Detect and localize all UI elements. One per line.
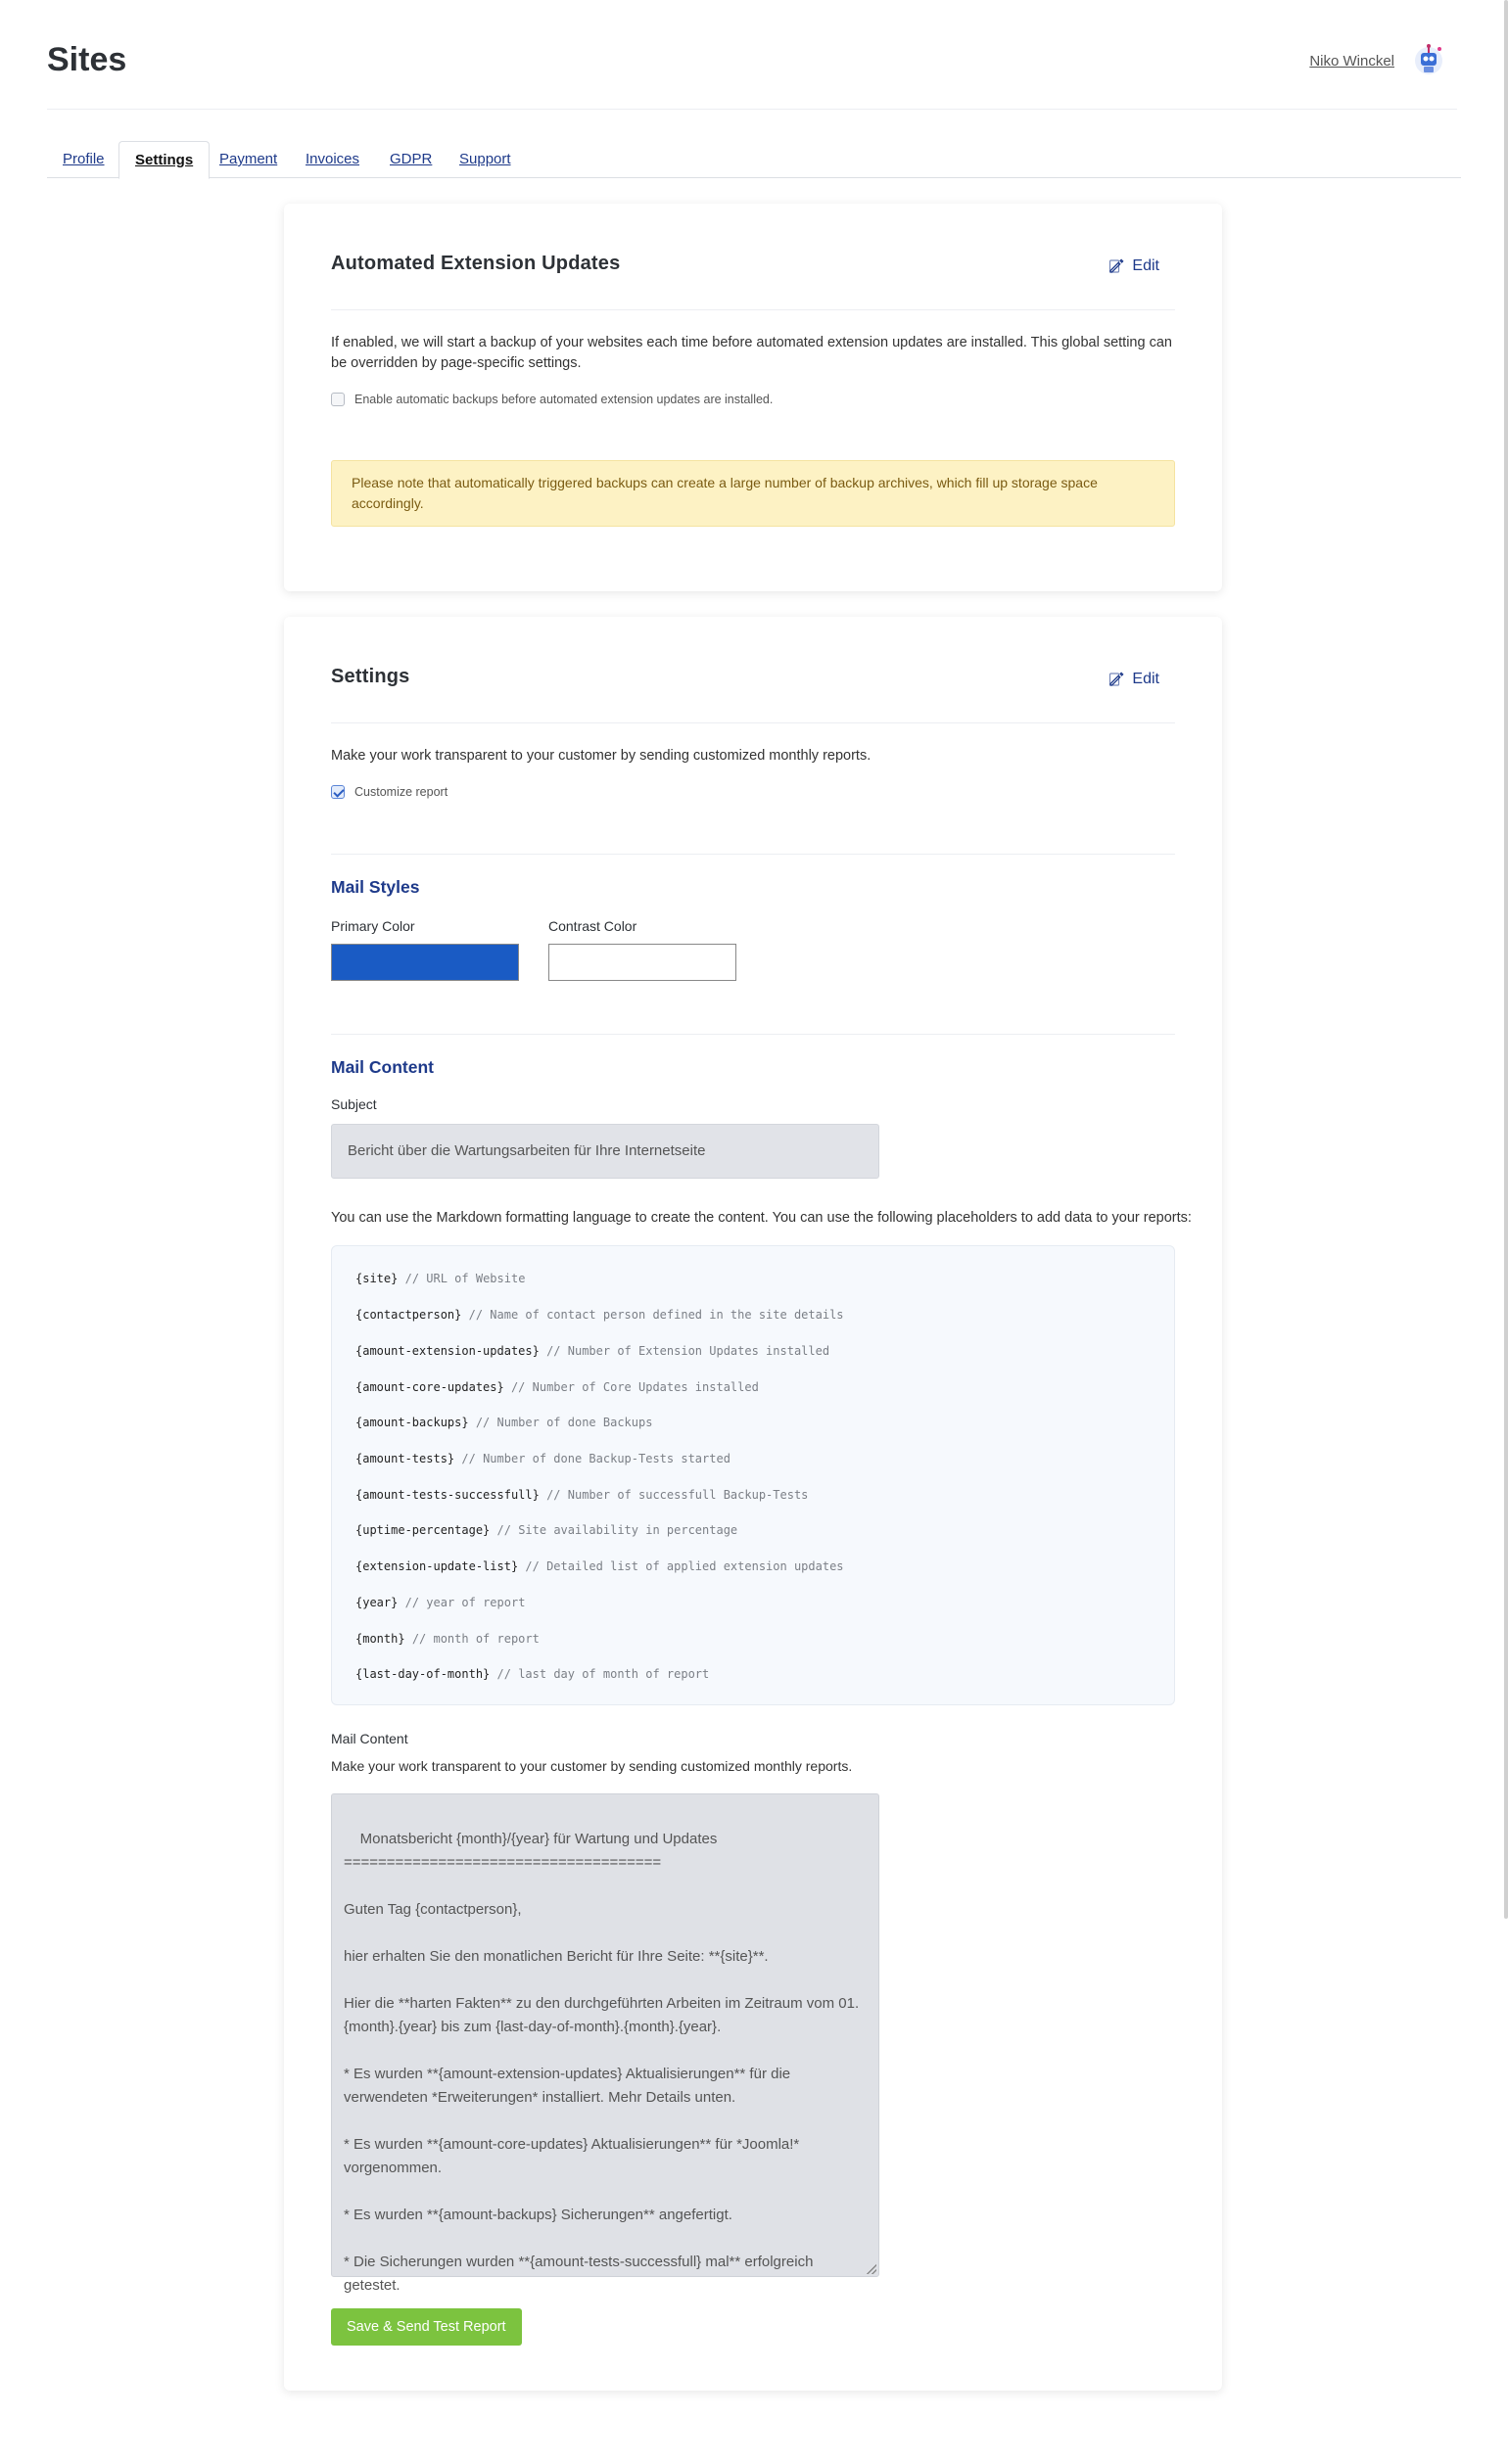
contrast-color-swatch[interactable] <box>548 944 736 981</box>
customize-report-checkbox[interactable] <box>331 785 345 799</box>
card-description: If enabled, we will start a backup of your websites each time before automated extension updates are installed. This global setting can be overridden by page-specific settings. <box>331 335 1172 371</box>
placeholder-line: {amount-extension-updates} // Number of Extension Updates installed <box>355 1344 830 1358</box>
placeholder-line: {last-day-of-month} // last day of month of report <box>355 1667 710 1681</box>
edit-label: Edit <box>1132 671 1159 687</box>
edit-label: Edit <box>1132 257 1159 274</box>
automated-extension-updates-card <box>284 204 1222 591</box>
subject-input[interactable]: Bericht über die Wartungsarbeiten für Ihre Internetseite <box>331 1124 879 1179</box>
user-name-link[interactable]: Niko Winckel <box>1309 53 1394 70</box>
checkbox-label: Enable automatic backups before automated extension updates are installed. <box>354 393 774 406</box>
mail-content-value: Monatsbericht {month}/{year} für Wartung und Updates ===================================== Guten Tag {contactperson}, hier erhalten Sie den monatlichen Bericht für Ihre Seite: **{site}**. Hier die **harten Fakten** zu den durchgeführten Arbeiten im Zeitraum vom 01.{month}.{year} bis zum {last-day-of-month}.{month}.{year}. * Es wurden **{amount-extension-updates} Aktualisierungen** für die verwendeten *Erweiterungen* installiert. Mehr Details unten. * Es wurden **{amount-core-updates} Aktualisierungen** für *Joomla!* vorgenommen. * Es wurden **{amount-backups} Sicherungen** angefertigt. * Die Sicherungen wurden **{amount-tests-successfull} mal** erfolgreich getestet. <box>344 1831 860 2294</box>
page-header <box>47 39 1457 110</box>
tab-gdpr[interactable]: GDPR <box>390 151 433 167</box>
placeholder-line: {uptime-percentage} // Site availability in percentage <box>355 1523 738 1537</box>
placeholder-line: {amount-core-updates} // Number of Core Updates installed <box>355 1380 759 1394</box>
page-scrollbar[interactable] <box>1504 0 1508 1919</box>
placeholder-line: {amount-backups} // Number of done Backups <box>355 1416 653 1429</box>
edit-icon <box>1108 258 1124 274</box>
mail-styles-title: Mail Styles <box>331 877 420 897</box>
save-send-test-report-button[interactable]: Save & Send Test Report <box>331 2308 522 2346</box>
card-title: Automated Extension Updates <box>331 253 621 274</box>
tab-invoices[interactable]: Invoices <box>306 151 360 167</box>
storage-warning-alert: Please note that automatically triggered backups can create a large number of backup archives, which fill up storage space accordingly. <box>331 460 1175 527</box>
edit-icon <box>1108 672 1124 687</box>
placeholder-line: {month} // month of report <box>355 1632 540 1646</box>
tab-payment[interactable]: Payment <box>219 151 278 167</box>
robot-avatar-icon[interactable] <box>1410 41 1447 78</box>
checkbox-label: Customize report <box>354 785 448 799</box>
divider <box>331 1034 1175 1035</box>
placeholder-line: {site} // URL of Website <box>355 1272 526 1285</box>
tab-profile[interactable]: Profile <box>63 151 105 167</box>
tab-settings[interactable]: Settings <box>118 141 210 179</box>
mail-content-hint: Make your work transparent to your customer by sending customized monthly reports. <box>331 1758 853 1774</box>
subject-label: Subject <box>331 1096 377 1112</box>
mail-content-title: Mail Content <box>331 1057 434 1077</box>
placeholder-line: {year} // year of report <box>355 1596 526 1609</box>
markdown-hint: You can use the Markdown formatting language to create the content. You can use the following placeholders to add data to your reports: <box>331 1210 1192 1226</box>
card-description: Make your work transparent to your customer by sending customized monthly reports. <box>331 748 872 764</box>
mail-content-label: Mail Content <box>331 1731 408 1746</box>
divider <box>331 722 1175 723</box>
contrast-color-label: Contrast Color <box>548 918 637 934</box>
placeholder-line: {contactperson} // Name of contact person defined in the site details <box>355 1308 844 1322</box>
auto-backup-checkbox[interactable] <box>331 393 345 406</box>
primary-color-swatch[interactable] <box>331 944 519 981</box>
divider <box>331 854 1175 855</box>
edit-button[interactable] <box>1108 257 1159 275</box>
report-settings-card <box>284 617 1222 2391</box>
card-title: Settings <box>331 666 410 687</box>
customize-report-checkbox-row[interactable] <box>331 785 448 799</box>
primary-color-label: Primary Color <box>331 918 415 934</box>
mail-content-textarea[interactable] <box>331 1793 879 2294</box>
edit-button[interactable] <box>1108 671 1159 688</box>
placeholder-line: {extension-update-list} // Detailed list of applied extension updates <box>355 1559 844 1573</box>
placeholder-line: {amount-tests-successfull} // Number of successfull Backup-Tests <box>355 1488 809 1502</box>
placeholder-line: {amount-tests} // Number of done Backup-Tests started <box>355 1452 730 1465</box>
divider <box>331 309 1175 310</box>
tab-bar <box>47 141 1461 178</box>
page-title: Sites <box>47 41 127 78</box>
auto-backup-checkbox-row[interactable] <box>331 393 773 406</box>
resize-grip[interactable] <box>867 2264 876 2274</box>
tab-support[interactable]: Support <box>459 151 511 167</box>
placeholder-list <box>331 1245 1175 1705</box>
